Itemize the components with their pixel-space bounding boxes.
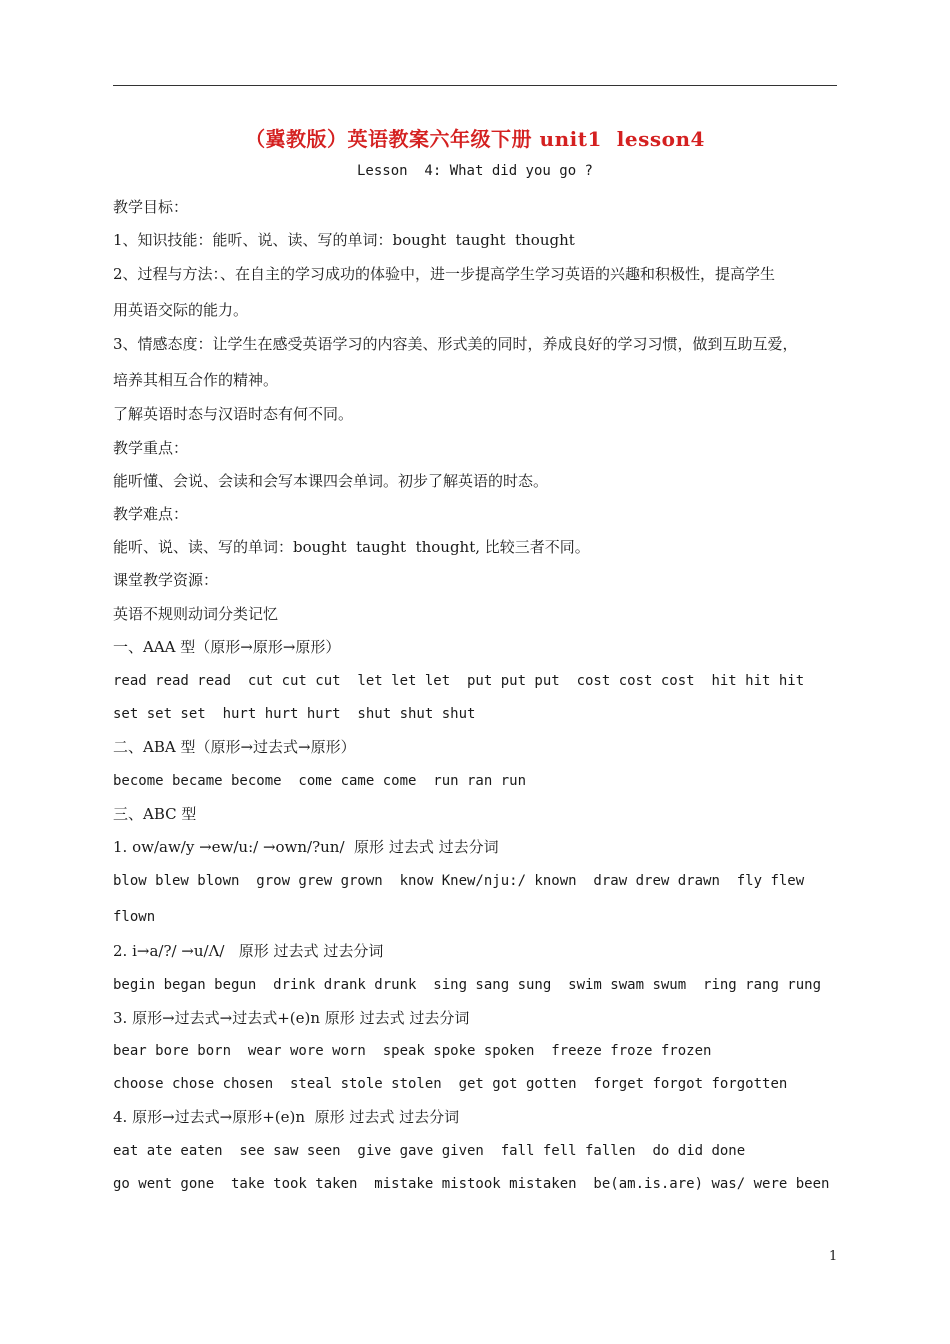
resources-heading: 课堂教学资源： — [113, 571, 219, 589]
difficulty-text: 能听、说、读、写的单词：bought taught thought, 比较三者不同。 — [113, 538, 590, 556]
page-number: 1 — [829, 1249, 838, 1264]
abc-4-row-2: go went gone take took taken mistake mistook mistaken be(am.is.are) was/ were been — [113, 1176, 830, 1192]
aaa-row-2: set set set hurt hurt hurt shut shut shut — [113, 706, 476, 722]
goal-attitude-line-2: 培养其相互合作的精神。 — [113, 371, 279, 389]
goals-heading: 教学目标： — [113, 198, 189, 216]
lesson-subtitle: Lesson 4: What did you go ? — [356, 163, 593, 179]
abc-1-heading: 1. ow/aw/y →ew/u:/ →own/?un/ 原形 过去式 过去分词 — [113, 838, 499, 856]
aba-heading: 二、ABA 型（原形→过去式→原形） — [113, 738, 356, 756]
abc-4-heading: 4. 原形→过去式→原形+(e)n 原形 过去式 过去分词 — [113, 1108, 460, 1126]
abc-2-heading: 2. i→a/?/ →u/Λ/ 原形 过去式 过去分词 — [113, 942, 384, 960]
abc-1-row-2: flown — [113, 909, 156, 925]
abc-3-row-2: choose chose chosen steal stole stolen get got gotten forget forgot forgotten — [113, 1076, 788, 1092]
abc-heading: 三、ABC 型 — [113, 805, 197, 823]
header-rule — [113, 85, 837, 86]
verbs-heading: 英语不规则动词分类记忆 — [113, 605, 279, 623]
goal-process-line-1: 2、过程与方法：、在自主的学习成功的体验中，进一步提高学生学习英语的兴趣和积极性，提高学生 — [113, 265, 776, 283]
goal-knowledge: 1、知识技能：能听、说、读、写的单词：bought taught thought — [113, 231, 575, 249]
aaa-heading: 一、AAA 型（原形→原形→原形） — [113, 638, 341, 656]
goal-tense: 了解英语时态与汉语时态有何不同。 — [113, 405, 354, 423]
key-points-text: 能听懂、会说、会读和会写本课四会单词。初步了解英语的时态。 — [113, 472, 549, 490]
abc-1-row-1: blow blew blown grow grew grown know Knew/nju:/ known draw drew drawn fly flew — [113, 873, 805, 889]
abc-3-row-1: bear bore born wear wore worn speak spoke spoken freeze froze frozen — [113, 1043, 712, 1059]
document-title: （冀教版）英语教案六年级下册 unit1 lesson4 — [245, 127, 705, 151]
aba-row-1: become became become come came come run ran run — [113, 773, 527, 789]
abc-2-row-1: begin began begun drink drank drunk sing sang sung swim swam swum ring rang rung — [113, 977, 822, 993]
abc-3-heading: 3. 原形→过去式→过去式+(e)n 原形 过去式 过去分词 — [113, 1009, 470, 1027]
abc-4-row-1: eat ate eaten see saw seen give gave given fall fell fallen do did done — [113, 1143, 746, 1159]
difficulty-heading: 教学难点： — [113, 505, 189, 523]
goal-attitude-line-1: 3、情感态度：让学生在感受英语学习的内容美、形式美的同时，养成良好的学习习惯，做到互助互爱， — [113, 335, 798, 353]
goal-process-line-2: 用英语交际的能力。 — [113, 301, 249, 319]
key-points-heading: 教学重点： — [113, 439, 189, 457]
aaa-row-1: read read read cut cut cut let let let put put put cost cost cost hit hit hit — [113, 673, 805, 689]
